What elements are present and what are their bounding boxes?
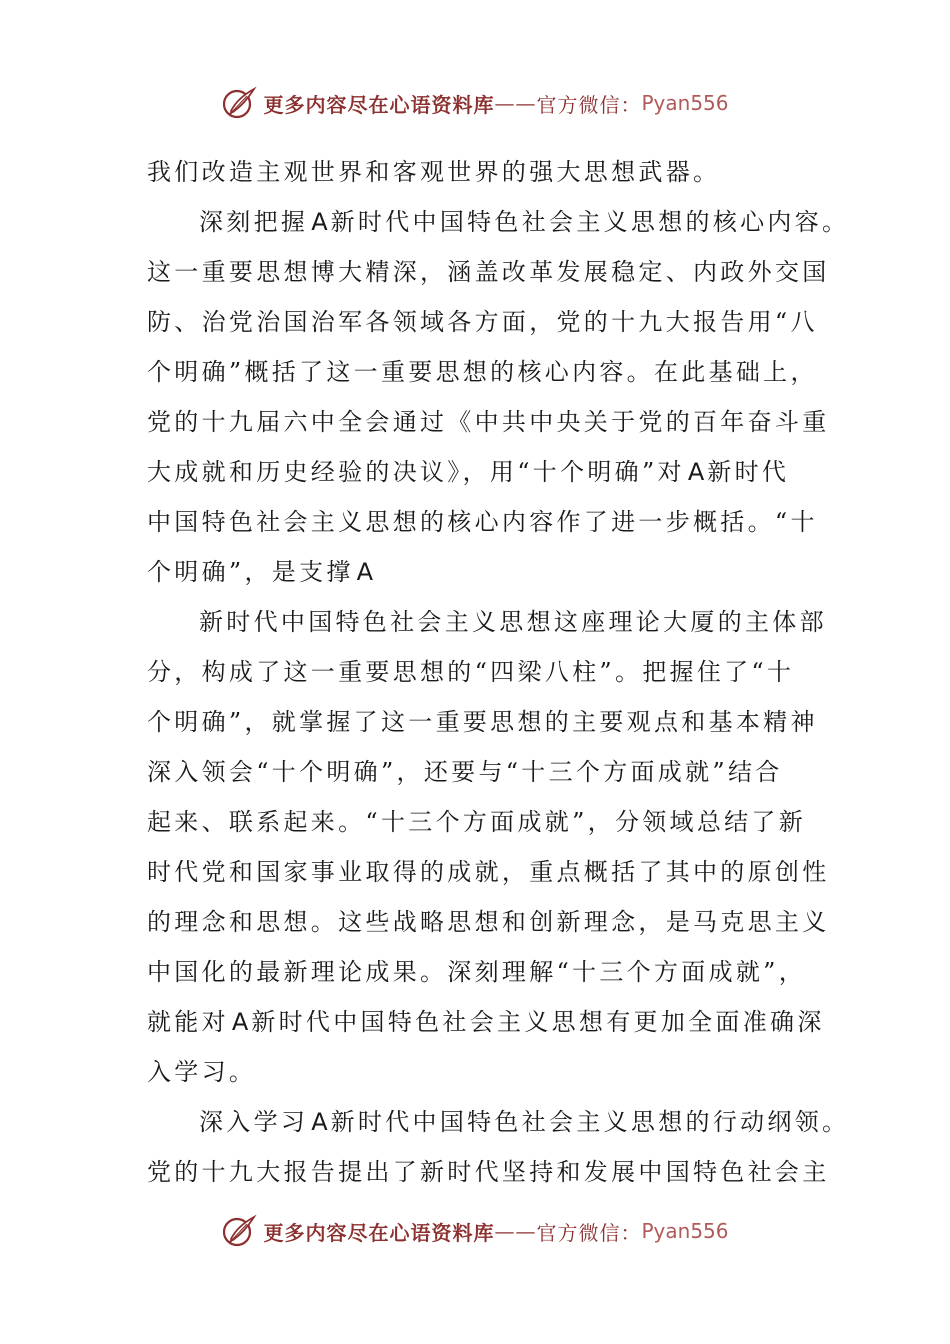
body-text-line: 深刻把握 A 新时代中国特色社会主义思想的核心内容。 (199, 208, 850, 236)
body-text-line: 深入学习 A 新时代中国特色社会主义思想的行动纲领。 (199, 1108, 850, 1136)
body-text-line: 入学习。 (147, 1058, 257, 1086)
document-body (147, 147, 850, 1197)
body-text-line: 大成就和历史经验的决议》，用“十个明确”对 A 新时代 (147, 458, 790, 486)
wechat-label: 官方微信： (536, 92, 642, 117)
body-text-line: 起来、联系起来。“十三个方面成就”，分领域总结了新 (147, 808, 807, 836)
body-text-line: 我们改造主观世界和客观世界的强大思想武器。 (147, 158, 721, 186)
body-text-line: 个明确”，就掌握了这一重要思想的主要观点和基本精神 (147, 708, 818, 736)
body-text-line: 新时代中国特色社会主义思想这座理论大厦的主体部 (199, 608, 827, 636)
body-text-line: 时代党和国家事业取得的成就，重点概括了其中的原创性 (147, 858, 830, 886)
body-text-line: 个明确”概括了这一重要思想的核心内容。在此基础上， (147, 358, 818, 386)
body-text-line: 个明确”，是支撑 A (147, 558, 374, 586)
body-text-line: 党的十九大报告提出了新时代坚持和发展中国特色社会主 (147, 1158, 830, 1186)
wechat-id: Pyan556 (641, 91, 729, 115)
banner-dash: —— (494, 1219, 537, 1243)
feather-pen-logo-icon (221, 85, 257, 121)
body-text-line: 党的十九届六中全会通过《中共中央关于党的百年奋斗重 (147, 408, 830, 436)
brand-name: 更多内容尽在心语资料库 (263, 92, 495, 117)
header-watermark-banner (0, 83, 950, 123)
body-text-line: 中国特色社会主义思想的核心内容作了进一步概括。“十 (147, 508, 818, 536)
body-text-line: 防、治党治国治军各领域各方面，党的十九大报告用“八 (147, 308, 818, 336)
feather-pen-logo-icon (221, 1213, 257, 1249)
footer-watermark-banner (0, 1211, 950, 1251)
wechat-label: 官方微信： (536, 1220, 642, 1245)
body-text-line: 这一重要思想博大精深，涵盖改革发展稳定、内政外交国 (147, 258, 830, 286)
wechat-id: Pyan556 (641, 1219, 729, 1243)
body-text-line: 的理念和思想。这些战略思想和创新理念，是马克思主义 (147, 908, 830, 936)
brand-name: 更多内容尽在心语资料库 (263, 1220, 495, 1245)
body-text-line: 深入领会“十个明确”，还要与“十三个方面成就”结合 (147, 758, 783, 786)
body-text-line: 分，构成了这一重要思想的“四梁八柱”。把握住了“十 (147, 658, 795, 686)
banner-dash: —— (494, 91, 537, 115)
body-text-line: 中国化的最新理论成果。深刻理解“十三个方面成就”， (147, 958, 807, 986)
body-text-line: 就能对 A 新时代中国特色社会主义思想有更加全面准确深 (147, 1008, 825, 1036)
